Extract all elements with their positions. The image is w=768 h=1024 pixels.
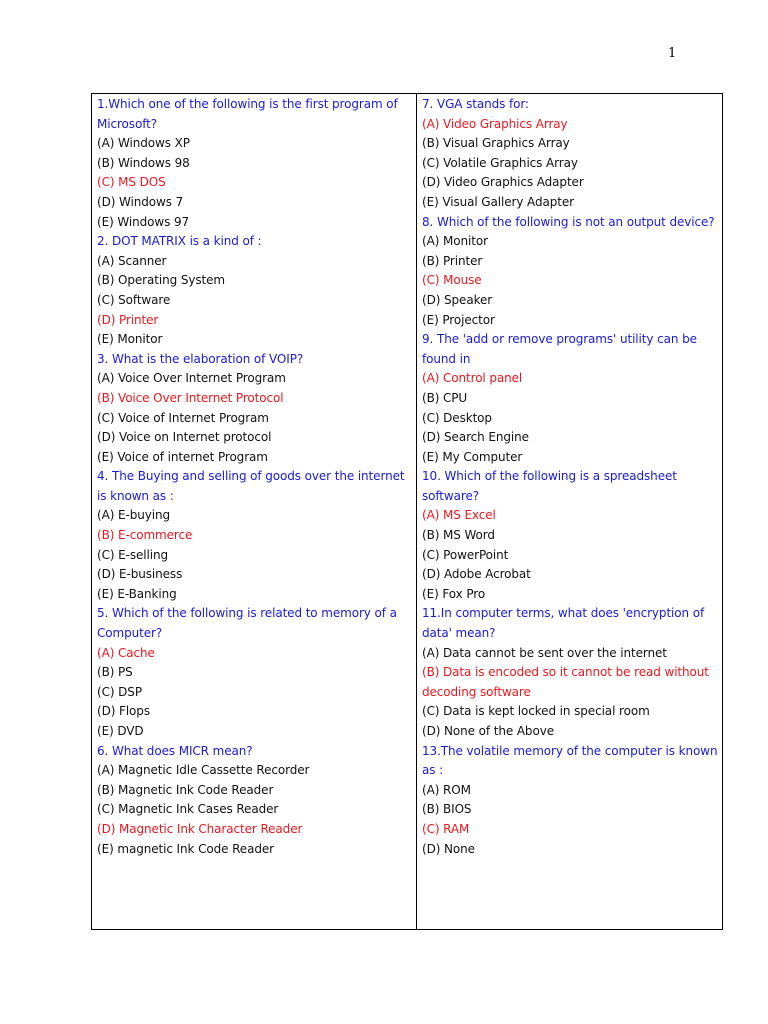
answer-option: (C) Voice of Internet Program xyxy=(97,410,269,425)
answer-option: (C) E-selling xyxy=(97,547,169,562)
answer-option: (E) Visual Gallery Adapter xyxy=(422,194,574,209)
question-block xyxy=(97,95,412,232)
answer-option: (D) Adobe Acrobat xyxy=(422,567,531,582)
answer-option: (E) Voice of internet Program xyxy=(97,449,268,464)
question-text: 10. Which of the following is a spreadsheet software? xyxy=(422,469,677,503)
answer-option: (C) Software xyxy=(97,292,171,307)
correct-answer-option: (C) Mouse xyxy=(422,273,482,288)
left-column xyxy=(92,94,417,929)
correct-answer-option: (D) Magnetic Ink Character Reader xyxy=(97,821,303,836)
answer-option: (C) Volatile Graphics Array xyxy=(422,155,578,170)
answer-option: (C) DSP xyxy=(97,684,142,699)
answer-option: (B) Visual Graphics Array xyxy=(422,136,570,151)
answer-option: (D) Speaker xyxy=(422,292,493,307)
answer-option: (C) Data is kept locked in special room xyxy=(422,704,650,719)
answer-option: (D) E-business xyxy=(97,567,183,582)
answer-option: (A) Voice Over Internet Program xyxy=(97,371,286,386)
question-block xyxy=(422,467,718,604)
question-text: 13.The volatile memory of the computer is known as : xyxy=(422,743,718,778)
answer-option: (A) Scanner xyxy=(97,253,167,268)
answer-option: (D) None of the Above xyxy=(422,724,554,738)
answer-option: (B) Windows 98 xyxy=(97,155,190,170)
answer-option: (C) Desktop xyxy=(422,410,492,425)
answer-option: (D) Flops xyxy=(97,704,150,719)
question-text: 5. Which of the following is related to memory of a Computer? xyxy=(97,606,397,641)
correct-answer-option: (C) RAM xyxy=(422,821,470,836)
question-block xyxy=(422,742,718,860)
answer-option: (A) ROM xyxy=(422,782,471,797)
question-block xyxy=(422,604,718,741)
question-text: 2. DOT MATRIX is a kind of : xyxy=(97,234,262,249)
answer-option: (B) MS Word xyxy=(422,528,495,543)
question-block xyxy=(97,350,412,468)
question-text: 9. The 'add or remove programs' utility can be found in xyxy=(422,332,697,366)
question-text: 4. The Buying and selling of goods over the internet is known as : xyxy=(97,469,405,503)
answer-option: (C) PowerPoint xyxy=(422,547,509,562)
correct-answer-option: (D) Printer xyxy=(97,312,159,327)
correct-answer-option: (A) Video Graphics Array xyxy=(422,116,568,131)
question-text: 1.Which one of the following is the first program of Microsoft? xyxy=(97,97,398,131)
answer-option: (B) Magnetic Ink Code Reader xyxy=(97,782,274,797)
answer-option: (A) Magnetic Idle Cassette Recorder xyxy=(97,763,310,778)
correct-answer-option: (B) E-commerce xyxy=(97,528,193,543)
correct-answer-option: (C) MS DOS xyxy=(97,175,166,190)
answer-option: (D) Voice on Internet protocol xyxy=(97,430,272,445)
question-text: 8. Which of the following is not an output device? xyxy=(422,214,715,229)
answer-option: (E) Fox Pro xyxy=(422,586,486,601)
answer-option: (B) Operating System xyxy=(97,273,225,288)
answer-option: (E) E-Banking xyxy=(97,586,177,601)
correct-answer-option: (A) Control panel xyxy=(422,371,523,386)
answer-option: (E) DVD xyxy=(97,724,144,738)
answer-option: (D) Search Engine xyxy=(422,430,529,445)
correct-answer-option: (B) Data is encoded so it cannot be read without decoding software xyxy=(422,665,709,699)
question-block xyxy=(97,232,412,350)
correct-answer-option: (B) Voice Over Internet Protocol xyxy=(97,390,284,405)
answer-option: (B) PS xyxy=(97,665,133,680)
right-column xyxy=(417,94,722,929)
correct-answer-option: (A) Cache xyxy=(97,645,155,660)
answer-option: (B) CPU xyxy=(422,390,468,405)
question-text: 7. VGA stands for: xyxy=(422,97,529,111)
question-text: 3. What is the elaboration of VOIP? xyxy=(97,351,304,366)
answer-option: (A) E-buying xyxy=(97,508,170,523)
answer-option: (A) Data cannot be sent over the internet xyxy=(422,645,667,660)
question-block xyxy=(97,467,412,604)
question-block xyxy=(422,330,718,467)
answer-option: (D) Windows 7 xyxy=(97,194,184,209)
answer-option: (C) Magnetic Ink Cases Reader xyxy=(97,802,279,817)
question-text: 6. What does MICR mean? xyxy=(97,743,253,758)
page-number: 1 xyxy=(668,46,677,61)
quiz-table xyxy=(91,93,723,930)
answer-option: (A) Windows XP xyxy=(97,136,190,151)
answer-option: (E) Projector xyxy=(422,312,495,327)
question-block xyxy=(97,742,412,860)
answer-option: (D) None xyxy=(422,841,475,856)
answer-option: (D) Video Graphics Adapter xyxy=(422,175,584,190)
answer-option: (B) Printer xyxy=(422,253,483,268)
answer-option: (E) magnetic Ink Code Reader xyxy=(97,841,274,856)
answer-option: (E) My Computer xyxy=(422,449,523,464)
question-block xyxy=(97,604,412,741)
question-block xyxy=(422,213,718,331)
answer-option: (E) Monitor xyxy=(97,332,163,347)
correct-answer-option: (A) MS Excel xyxy=(422,508,496,523)
answer-option: (A) Monitor xyxy=(422,234,488,249)
answer-option: (E) Windows 97 xyxy=(97,214,190,229)
question-text: 11.In computer terms, what does 'encryption of data' mean? xyxy=(422,606,705,641)
question-block xyxy=(422,95,718,213)
answer-option: (B) BIOS xyxy=(422,802,472,817)
